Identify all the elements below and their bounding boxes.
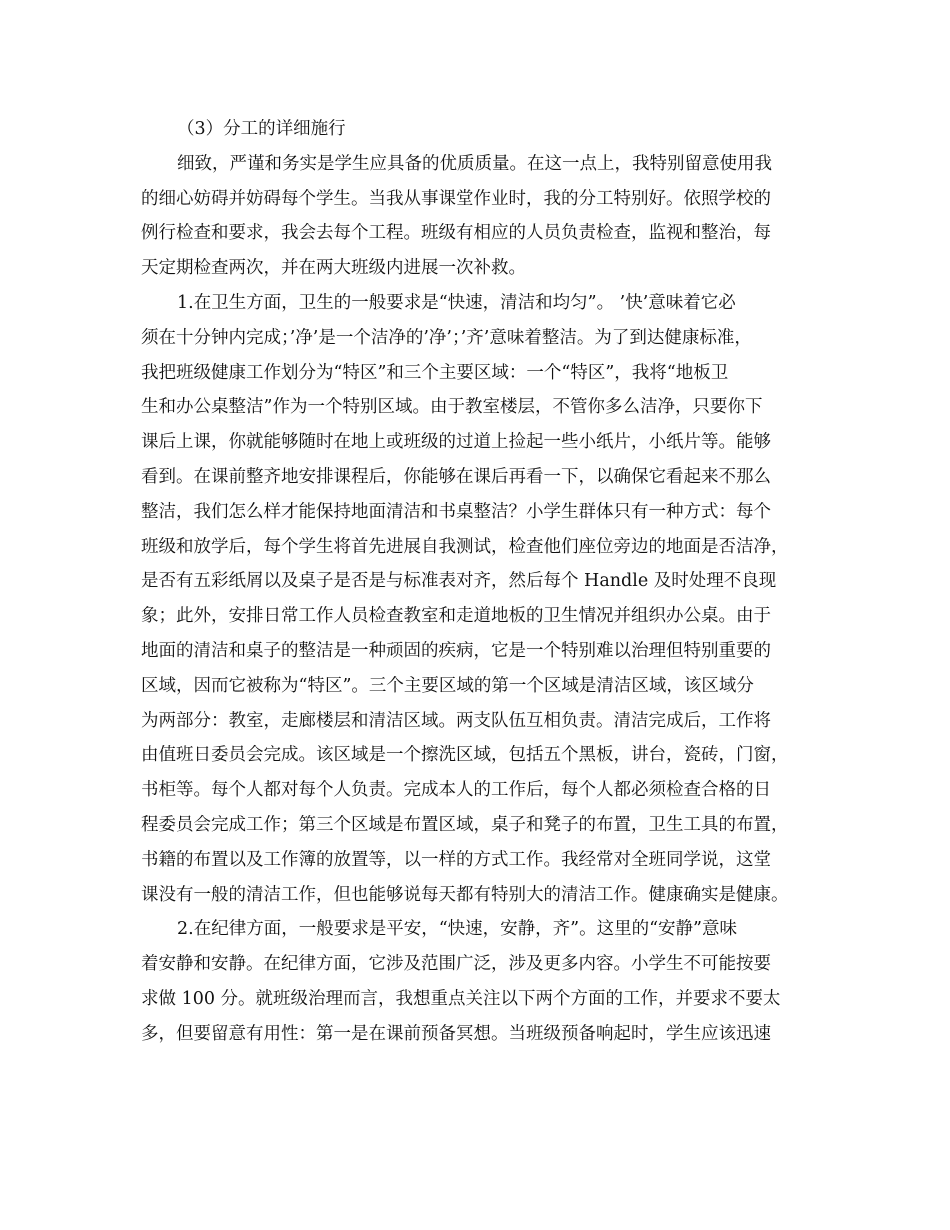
text-line: 生和办公桌整洁”作为一个特别区域。由于教室楼层，不管你多么洁净，只要你下 <box>141 397 763 418</box>
text-line: 细致，严谨和务实是学生应具备的优质质量。在这一点上，我特别留意使用我 <box>177 153 772 174</box>
text-line: 2.在纪律方面，一般要求是平安，“快速，安静，齐”。这里的“安静”意味 <box>177 919 737 940</box>
text-line: 求做 100 分。就班级治理而言，我想重点关注以下两个方面的工作，并要求不要太 <box>141 989 781 1009</box>
text-line: 须在十分钟内完成；’净’是一个洁净的’净’；’齐’意味着整洁。为了到达健康标准， <box>141 327 752 348</box>
text-line: 地面的清洁和桌子的整洁是一种顽固的疾病，它是一个特别难以治理但特别重要的 <box>141 641 771 661</box>
text-line: 班级和放学后，每个学生将首先进展自我测试，检查他们座位旁边的地面是否洁净， <box>141 536 789 557</box>
text-line: 程委员会完成工作；第三个区域是布置区域，桌子和凳子的布置，卫生工具的布置， <box>141 815 789 835</box>
text-line: 为两部分：教室，走廊楼层和清洁区域。两支队伍互相负责。清洁完成后，工作将 <box>141 710 771 731</box>
text-line: 天定期检查两次，并在两大班级内进展一次补救。 <box>141 258 526 279</box>
text-line: 课没有一般的清洁工作，但也能够说每天都有特别大的清洁工作。健康确实是健康。 <box>141 884 789 905</box>
text-line: 是否有五彩纸屑以及桌子是否是与标准表对齐，然后每个 Handle 及时处理不良现 <box>141 571 777 592</box>
text-line: 整洁，我们怎么样才能保持地面清洁和书桌整洁？小学生群体只有一种方式：每个 <box>141 501 771 522</box>
text-line: 我把班级健康工作划分为“特区”和三个主要区域：一个“特区”，我将“地板卫 <box>141 362 729 383</box>
text-line: 书籍的布置以及工作簿的放置等，以一样的方式工作。我经常对全班同学说，这堂 <box>141 849 771 870</box>
text-line: 象；此外，安排日常工作人员检查教室和走道地板的卫生情况并组织办公桌。由于 <box>141 606 771 627</box>
text-line: 多，但要留意有用性：第一是在课前预备冥想。当班级预备响起时，学生应该迅速 <box>141 1023 771 1044</box>
text-line: 书柜等。每个人都对每个人负责。完成本人的工作后，每个人都必须检查合格的日 <box>141 780 771 801</box>
text-line: 例行检查和要求，我会去每个工程。班级有相应的人员负责检查，监视和整治，每 <box>141 223 771 244</box>
text-line: 看到。在课前整齐地安排课程后，你能够在课后再看一下，以确保它看起来不那么 <box>141 467 771 487</box>
text-line: 着安静和安静。在纪律方面，它涉及范围广泛，涉及更多内容。小学生不可能按要 <box>141 954 771 975</box>
text-line: 的细心妨碍并妨碍每个学生。当我从事课堂作业时，我的分工特别好。依照学校的 <box>141 188 771 209</box>
text-line: 区域，因而它被称为“特区”。三个主要区域的第一个区域是清洁区域，该区域分 <box>141 675 754 696</box>
section-heading: （3）分工的详细施行 <box>177 119 346 139</box>
text-line: 由值班日委员会完成。该区域是一个擦洗区域，包括五个黑板，讲台，瓷砖，门窗， <box>141 745 789 766</box>
text-line: 1.在卫生方面，卫生的一般要求是“快速，清洁和均匀”。 ’快’意味着它必 <box>177 293 736 313</box>
text-line: 课后上课，你就能够随时在地上或班级的过道上捡起一些小纸片，小纸片等。能够 <box>141 432 771 453</box>
